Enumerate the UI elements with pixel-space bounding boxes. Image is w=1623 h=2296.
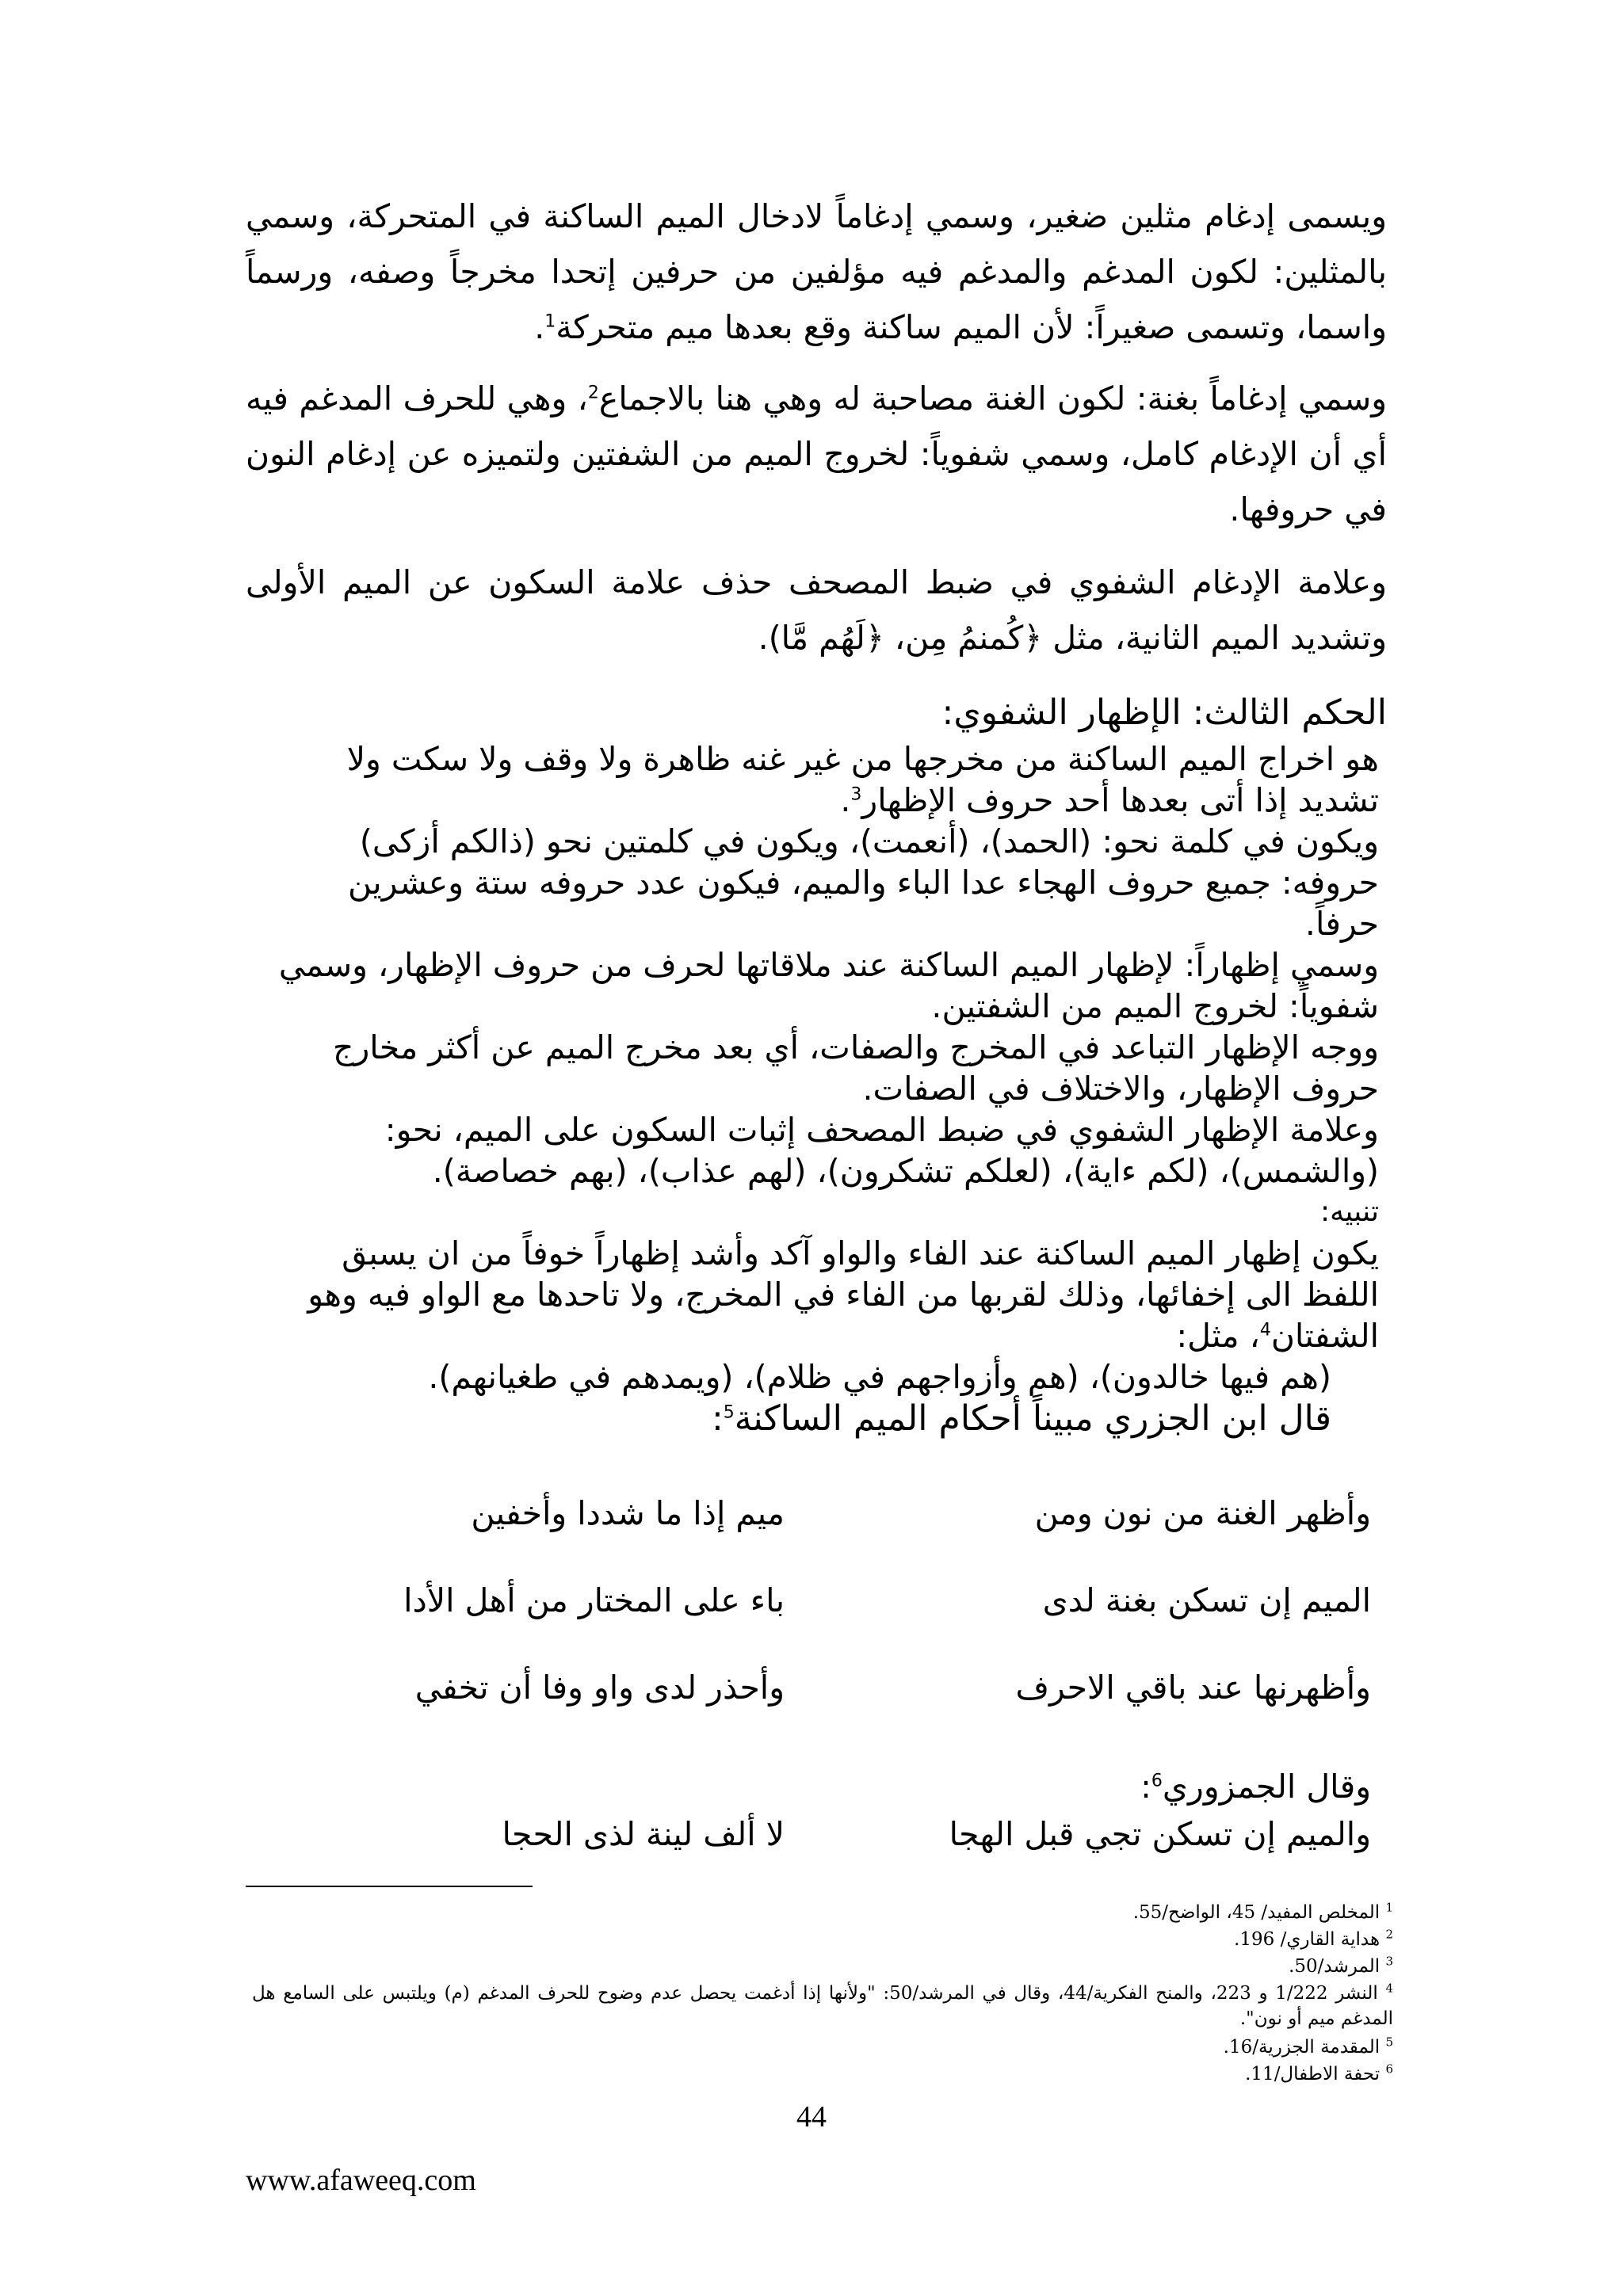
verse-left: لا ألف لينة لذى الحجا [502, 1815, 785, 1853]
verse-right: وأظهرنها عند باقي الاحرف [1015, 1669, 1371, 1707]
ibn-jazari-heading: قال ابن الجزري مبيناً أحكام الميم الساكنة [734, 1398, 1331, 1439]
footnote-3: $^3$ المرشد/50. [1289, 1954, 1393, 1977]
footnote-ref[interactable]: 2 [587, 383, 599, 403]
footnote-divider [246, 1886, 533, 1887]
verse-left: باء على المختار من أهل الأدا [403, 1581, 785, 1619]
definition-text: هو اخراج الميم الساكنة من مخرجها من غير غنه ظاهرة ولا وقف ولا سكت ولا تشديد إذا أتى بعدها أحد حروف الإظهار [346, 740, 1379, 819]
paragraph-idgham-sign [246, 555, 1387, 666]
note-text: يكون إظهار الميم الساكنة عند الفاء والواو آكد وأشد إظهاراً خوفاً من ان يسبق اللفظ الى إخفائها، وذلك لقربها من الفاء في المخرج، ولا تاحدها مع الواو فيه وهو الشفتان [307, 1234, 1379, 1355]
website-link[interactable]: www.afaweeq.com [246, 2164, 476, 2197]
page-number: 44 [796, 2100, 827, 2134]
verse-right: والميم إن تسكن تجي قبل الهجا [949, 1815, 1371, 1853]
examples-text: (هم فيها خالدون)، (هم وأزواجهم في ظلام)، (ويمدهم في طغيانهم). [428, 1358, 1331, 1396]
jamzuri-heading: وقال الجمزوري$^6$: [1140, 1768, 1371, 1806]
note-label: تنبيه: [1319, 1196, 1379, 1228]
verse-right: الميم إن تسكن بغنة لدى [1042, 1581, 1371, 1619]
paragraph-mithlain: ويسمى إدغام مثلين ضغير، وسمي إدغاماً لادخال الميم الساكنة في المتحركة، وسمي بالمثلين: لكون المدغم والمدغم فيه مؤلفين من حرفين إتحدا مخرجاً وصفه، ورسماً واسما، وتسمى صغيراً: لأن الميم ساكنة وقع بعدها ميم متحركة$^1$. [246, 197, 1387, 346]
footnote-1: $^1$ المخلص المفيد/ 45، الواضح/55. [1132, 1900, 1393, 1923]
verse-right: وأظهر الغنة من نون ومن [1034, 1494, 1371, 1532]
paragraph-text: ويسمى إدغام مثلين ضغير، وسمي إدغاماً لادخال الميم الساكنة في المتحركة، وسمي بالمثلين: لكون المدغم والمدغم فيه مؤلفين من حرفين إتحدا مخرجاً وصفه، ورسماً واسما، وتسمى صغيراً: لأن الميم ساكنة وقع بعدها ميم متحركة [246, 197, 1387, 346]
reason-text: ووجه الإظهار التباعد في المخرج والصفات، أي بعد مخرج الميم عن أكثر مخارج حروف الإظهار، والاختلاف في الصفات. [333, 1028, 1379, 1108]
section-body: هو اخراج الميم الساكنة من مخرجها من غير غنه ظاهرة ولا وقف ولا سكت ولا تشديد إذا أتى بعدها أحد حروف الإظهار$^3$. ويكون في كلمة نحو: (الحمد)، (أنعمت)، ويكون في كلمتين نحو (ذالكم أزكى) حروفه: جميع حروف الهجاء عدا الباء والميم، فيكون عدد حروفه ستة وعشرين حرفاً. وسمي إظهاراً: لإظهار الميم الساكنة عند ملاقاتها لحرف من حروف الإظهار، وسمي شفوياً: لخروج الميم من الشفتين. ووجه الإظهار التباعد في المخرج والصفات، أي بعد مخرج الميم عن أكثر مخارج حروف الإظهار، والاختلاف في الصفات. وعلامة الإظهار الشفوي في ضبط المصحف إثبات السكون على الميم، نحو: (والشمس)، (لكم ءاية)، (لعلكم تشكرون)، (لهم عذاب)، (بهم خصاصة). تنبيه: يكون إظهار الميم الساكنة عند الفاء والواو آكد وأشد إظهاراً خوفاً من ان يسبق اللفظ الى إخفائها، وذلك لقربها من الفاء في المخرج، ولا تاحدها مع الواو فيه وهو الشفتان$^4$، مثل: (هم فيها خالدون)، (هم وأزواجهم في ظلام)، (ويمدهم في طغيانهم). قال ابن الجزري مبيناً أحكام الميم الساكنة$^5$: [269, 738, 1379, 1440]
verse-left: ميم إذا ما شددا وأخفين [471, 1494, 785, 1532]
naming-text: وسمي إظهاراً: لإظهار الميم الساكنة عند ملاقاتها لحرف من حروف الإظهار، وسمي شفوياً: لخروج الميم من الشفتين. [278, 946, 1379, 1025]
section-heading: الحكم الثالث: الإظهار الشفوي: [941, 692, 1387, 733]
footnote-ref[interactable]: 5 [723, 1402, 735, 1423]
footnote-ref[interactable]: 4 [1259, 1320, 1271, 1341]
verse-left: وأحذر لدى واو وفا أن تخفي [414, 1669, 785, 1707]
footnote-4: $^4$ النشر 1/222 و 223، والمنح الفكرية/44، وقال في المرشد/50: "ولأنها إذا أدغمت يحصل عدم وضوح للحرف المدغم (م) ويلتبس على السامع هل المدغم ميم أو نون". [252, 1981, 1394, 2029]
footnote-2: $^2$ هداية القاري/ 196. [1234, 1927, 1393, 1950]
footnote-ref[interactable]: 3 [850, 784, 862, 805]
paragraph-ghunna: وسمي إدغاماً بغنة: لكون الغنة مصاحبة له وهي هنا بالاجماع$^2$، وهي للحرف المدغم فيه أي أن الإدغام كامل، وسمي شفوياً: لخروج الميم من الشفتين ولتميزه عن إدغام النون في حروفها. [246, 379, 1387, 528]
footnote-ref[interactable]: 6 [1151, 1771, 1163, 1791]
sign-text: وعلامة الإظهار الشفوي في ضبط المصحف إثبات السكون على الميم، نحو: (والشمس)، (لكم ءاية)، (لعلكم تشكرون)، (لهم عذاب)، (بهم خصاصة). [384, 1111, 1379, 1190]
paragraph-text: وعلامة الإدغام الشفوي في ضبط المصحف حذف علامة السكون عن الميم الأولى وتشديد الميم الثانية، مثل ﴿كُمنمُ مِن، ﴿لَهُم مَّا). [246, 563, 1387, 657]
letters-text: ويكون في كلمة نحو: (الحمد)، (أنعمت)، ويكون في كلمتين نحو (ذالكم أزكى) حروفه: جميع حروف الهجاء عدا الباء والميم، فيكون عدد حروفه ستة وعشرين حرفاً. [347, 822, 1379, 943]
footnote-5: $^5$ المقدمة الجزرية/16. [1223, 2035, 1393, 2058]
paragraph-text: وسمي إدغاماً بغنة: لكون الغنة مصاحبة له وهي هنا بالاجماع [598, 379, 1387, 418]
footnote-ref[interactable]: 1 [544, 311, 556, 332]
footnote-6: $^6$ تحفة الاطفال/11. [1245, 2061, 1393, 2084]
